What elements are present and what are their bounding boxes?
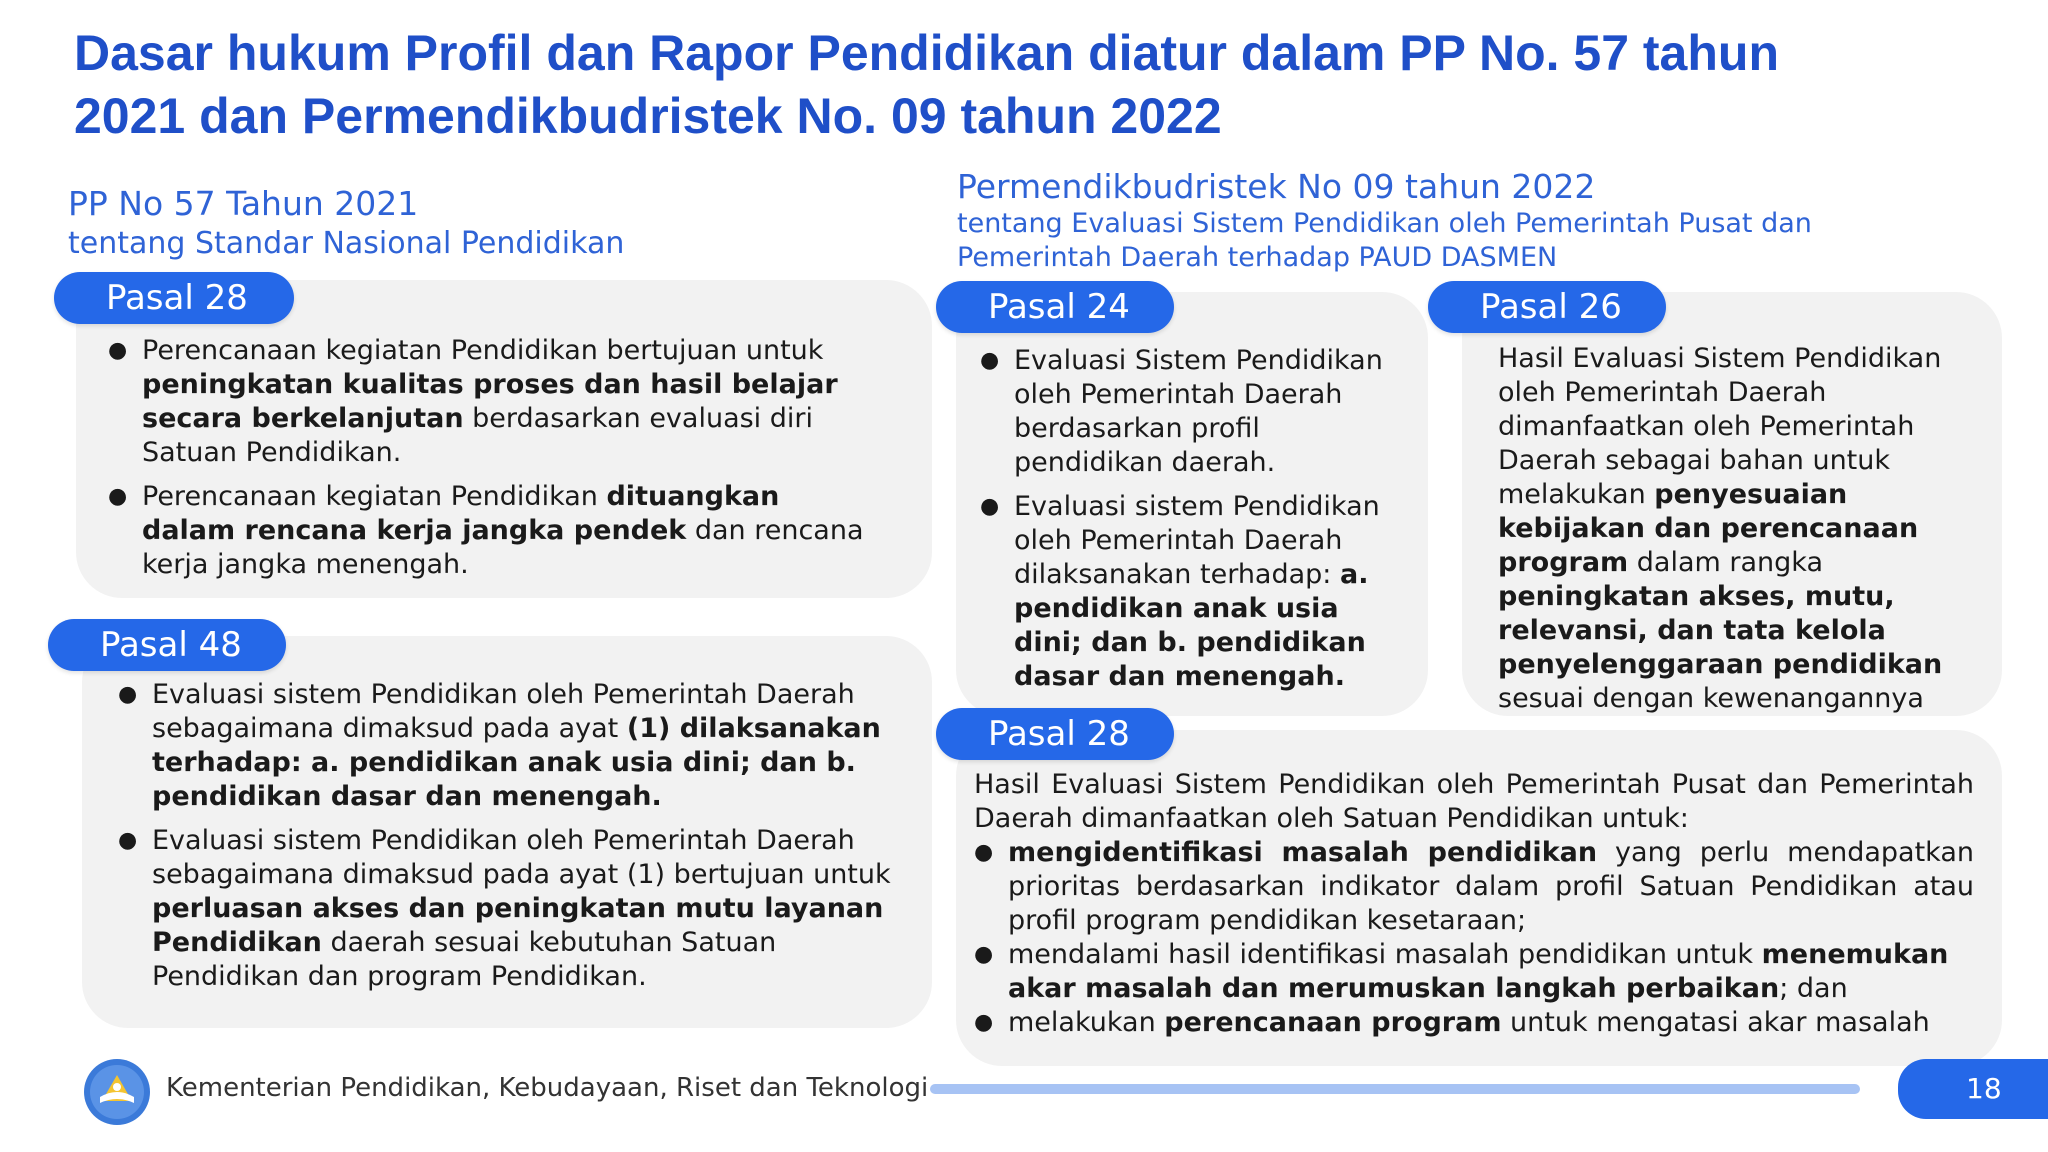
tut-wuri-handayani-logo-icon (82, 1057, 152, 1127)
permendikbud-heading: Permendikbudristek No 09 tahun 2022 (957, 167, 1596, 206)
pp57-pasal-28-pill: Pasal 28 (54, 272, 294, 324)
page-title (74, 22, 1974, 148)
permendikbud-pasal-28-intro: Hasil Evaluasi Sistem Pendidikan oleh Pemerintah Pusat dan Pemerintah Daerah dimanfaatkan oleh Satuan Pendidikan untuk: (974, 769, 1974, 834)
permendikbud-pasal-26-text: Hasil Evaluasi Sistem Pendidikan oleh Pemerintah Daerah dimanfaatkan oleh Pemerintah Daerah sebagai bahan untuk melakukan penyesuaian kebijakan dan perencanaan program dalam rangka peningkatan akses, mutu, relevansi, dan tata kelola penyelenggaraan pendidikan sesuai dengan kewenangannya (1498, 343, 1943, 714)
page-title-line-1: Dasar hukum Profil dan Rapor Pendidikan diatur dalam PP No. 57 tahun (74, 25, 1779, 81)
permendikbud-pasal-24-bullet-2: ● Evaluasi sistem Pendidikan oleh Pemerintah Daerah dilaksanakan terhadap: a. pendidikan anak usia dini; dan b. pendidikan dasar dan menengah. (980, 490, 1408, 694)
pp57-pasal-48-bullet-1: ● Evaluasi sistem Pendidikan oleh Pemerintah Daerah sebagaimana dimaksud pada ayat (1) dilaksanakan terhadap: a. pendidikan anak usia dini; dan b. pendidikan dasar dan menengah. (118, 678, 894, 814)
permendikbud-heading-block (957, 167, 1812, 275)
pp57-pasal-48-pill: Pasal 48 (48, 619, 286, 671)
permendikbud-subheading-1: tentang Evaluasi Sistem Pendidikan oleh Pemerintah Pusat dan (957, 208, 1812, 239)
pp57-heading: PP No 57 Tahun 2021 (68, 184, 419, 223)
permendikbud-pasal-28-bullet-3: ● melakukan perencanaan program untuk mengatasi akar masalah (974, 1006, 1974, 1040)
page-number: 18 (1898, 1059, 2048, 1119)
pp57-pasal-48-card (82, 636, 932, 1028)
pp57-subheading: tentang Standar Nasional Pendidikan (68, 226, 625, 261)
permendikbud-pasal-26-pill: Pasal 26 (1428, 281, 1666, 333)
permendikbud-pasal-28-card (956, 730, 2002, 1066)
permendikbud-pasal-24-pill: Pasal 24 (936, 281, 1174, 333)
page-title-line-2: 2021 dan Permendikbudristek No. 09 tahun 2022 (74, 88, 1222, 144)
permendikbud-subheading-2: Pemerintah Daerah terhadap PAUD DASMEN (957, 242, 1558, 273)
pp57-pasal-28-bullet-2: ● Perencanaan kegiatan Pendidikan dituangkan dalam rencana kerja jangka pendek dan rencana kerja jangka menengah. (108, 480, 874, 582)
permendikbud-pasal-28-pill: Pasal 28 (936, 708, 1174, 760)
pp57-pasal-28-bullet-1: ● Perencanaan kegiatan Pendidikan bertujuan untuk peningkatan kualitas proses dan hasil belajar secara berkelanjutan berdasarkan evaluasi diri Satuan Pendidikan. (108, 334, 874, 470)
pp57-pasal-28-card (76, 280, 932, 598)
permendikbud-pasal-24-card (956, 292, 1428, 716)
footer-divider (930, 1084, 1860, 1094)
permendikbud-pasal-26-card (1462, 292, 2002, 716)
ministry-name: Kementerian Pendidikan, Kebudayaan, Riset dan Teknologi (166, 1073, 929, 1103)
pp57-heading-block (68, 184, 624, 264)
permendikbud-pasal-28-bullet-2: ● mendalami hasil identifikasi masalah pendidikan untuk menemukan akar masalah dan merumuskan langkah perbaikan; dan (974, 938, 1974, 1006)
permendikbud-pasal-24-bullet-1: ● Evaluasi Sistem Pendidikan oleh Pemerintah Daerah berdasarkan profil pendidikan daerah. (980, 344, 1408, 480)
pp57-pasal-48-bullet-2: ● Evaluasi sistem Pendidikan oleh Pemerintah Daerah sebagaimana dimaksud pada ayat (1) bertujuan untuk perluasan akses dan peningkatan mutu layanan Pendidikan daerah sesuai kebutuhan Satuan Pendidikan dan program Pendidikan. (118, 824, 894, 994)
permendikbud-pasal-28-bullet-1: ● mengidentifikasi masalah pendidikan yang perlu mendapatkan prioritas berdasarkan indikator dalam profil Satuan Pendidikan atau profil program pendidikan kesetaraan; (974, 836, 1974, 938)
